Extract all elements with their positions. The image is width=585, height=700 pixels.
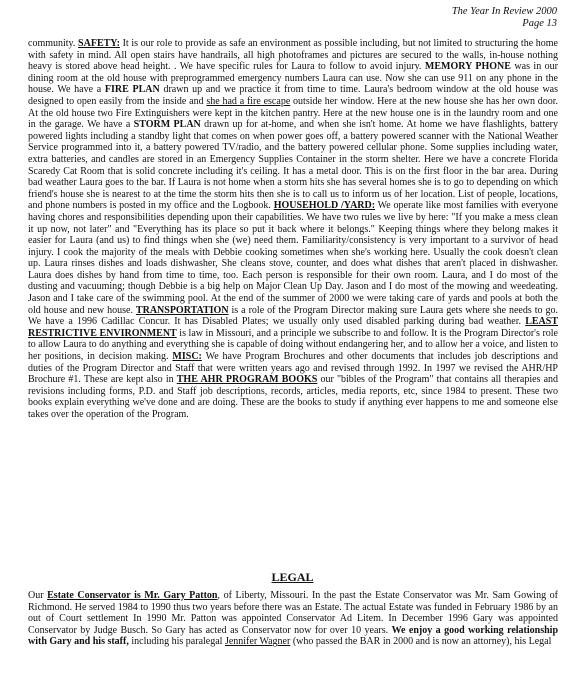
main-body-paragraph [28,38,558,421]
storm-plan-label: STORM PLAN [133,119,201,131]
body-text-segment: community. [28,38,79,49]
ahr-program-books-label: THE AHR PROGRAM BOOKS [176,374,318,386]
body-text-segment: We operate like most families with everyone having chores and responsibilities depending upon their capabilities. We have two rules we live by here: "If you make a mess clean it up now, not later" and "Everything has its place so put it back where it belongs." Keeping things where they belong makes it easier for Laura (and us) to find things when she (we) need them. Familiarity/consistency is very important to a survivor of head injury. I cook the majority of the meals with Debbie cooking sometimes when she's working here. Usually the cook doesn't clean up. Laura rinses dishes and loads dishwasher, She cleans stove, counter, and does what dishes that aren't placed in dishwasher. Laura does dishes by hand from time to time, too. Each person is responsible for their own room. Laura, and I do most of the dusting and vacuuming; though Debbie is a big help on Major Clean Up Day. Jason and I do most of the mowing and weedeating. Jason and I take care of the swimming pool. At the end of the summer of 2000 we were taking care of yards and pools at both the old house and new house. [28,200,558,316]
legal-text-segment: including his paralegal [128,636,225,648]
household-yard-label: HOUSEHOLD /YARD: [273,200,376,212]
misc-label: MISC: [172,351,202,363]
transportation-label: TRANSPORTATION [135,304,229,316]
safety-label: SAFETY: [78,38,120,49]
legal-paragraph [28,590,558,648]
memory-phone-label: MEMORY PHONE [424,61,511,73]
page-header [452,6,557,30]
body-text-segment: drawn up and we practice it from time to time. Laura's bedroom window at the old house was designed to open easily from the inside and [28,84,558,107]
legal-text-segment: Our [28,590,48,601]
body-text-segment: our "bibles of the Program" that contains all therapies and revisions including forms, P.D. and Staff job descriptions, records, articles, media reports, etc, since 1984 to present. These two books explain everything we've done and are doing. These are the books to study if anything ever happens to me and someone else takes over the operation of the Program. [28,374,559,420]
body-text-segment: outside her window. Here at the new house she has her own door. At the old house two Fire Extinguishers were kept in the kitchen pantry. Here at the new house one is in the laundry room and one in the garage. We have a [28,95,559,131]
body-text-segment: drawn up for at-home, and when she isn't home. At home we have flashlights, battery powered lights including a standby light that comes on when power goes off, a battery powered scanner with the National Weather Service programmed into it, a battery powered TV/radio, and the battery powered cellular phone. Some supplies including water, extra batteries, and candles are stored in an Emergency Supplies Container in the storm shelter. Here we have a concrete Florida Scaredy Cat Room that is solid concrete including it's ceiling. It has a metal door. This is on the first floor in the bar area. During bad weather Laura goes to the bar. If Laura is not home when a storm hits she has several homes she is to go to depending on which friend's house she is nearest to at the time the storm hits then she is to call us to inform us of her location. List of people, locations, and phone numbers is posted in my office and the Logbook. [28,119,558,212]
legal-text-segment: , of Liberty, Missouri. In the past the Estate Conservator was Mr. Sam Gowing of Richmond. He served 1984 to 1990 thus two years before there was an Estate. The actual Estate was funded in February 1986 by an out of Court settlement In 1990 Mr. Patton was appointed Conservator Ad Litem. In December 1996 Gary was appointed Conservator by Judge Busch. So Gary has acted as Conservator now for over 10 years. [28,590,558,636]
body-text-segment: was in our dining room at the old house with preprogrammed emergency numbers Laura can use. Now she can use 911 on any phone in the house. We have a [28,61,558,96]
body-text-segment: is law in Missouri, and a principle we subscribe to and follow. It is the Program Director's role to allow Laura to do anything and everything she is capable of doing without endangering her, and to allow her a voice, and listen to her positions, in decision making. [28,327,558,363]
least-restrictive-environment-label: LEAST RESTRICTIVE ENVIRONMENT [28,316,558,339]
page-number: Page 13 [522,18,557,29]
working-relationship-text: We enjoy a good working relationship with Gary and his staff, [28,624,559,648]
paralegal-name: Jennifer Wagner [224,636,291,648]
estate-conservator-label: Estate Conservator is Mr. Gary Patton [47,590,218,601]
fire-escape-text: she had a fire escape [206,95,291,107]
legal-section-heading: LEGAL [271,570,314,584]
document-title: The Year In Review 2000 [451,6,557,17]
legal-text-segment: (who passed the BAR in 2000 and is now an attorney), his Legal [290,636,552,648]
body-text-segment: It is our role to provide as safe an environment as possible including, but not limited to structuring the home with safety in mind. All open stairs have handrails, all high photoframes and pictures are secured to the walls, in-house nothing heavy is stored above head height. . We have specific rules for Laura to follow to avoid injury. [28,38,558,73]
body-text-segment: is a role of the Program Director making sure Laura gets where she needs to go. We have a 1996 Cadillac Concur. It has Disabled Plates; we usually only used disabled parking during bad weather. [28,304,558,328]
fire-plan-label: FIRE PLAN [104,84,160,96]
body-text-segment: We have Program Brochures and other documents that includes job descriptions and duties of the Program Director and Staff that were written years ago and revised through 1992. In 1997 we revised the AHR/HP Brochure #1. These are kept also in [28,351,558,386]
